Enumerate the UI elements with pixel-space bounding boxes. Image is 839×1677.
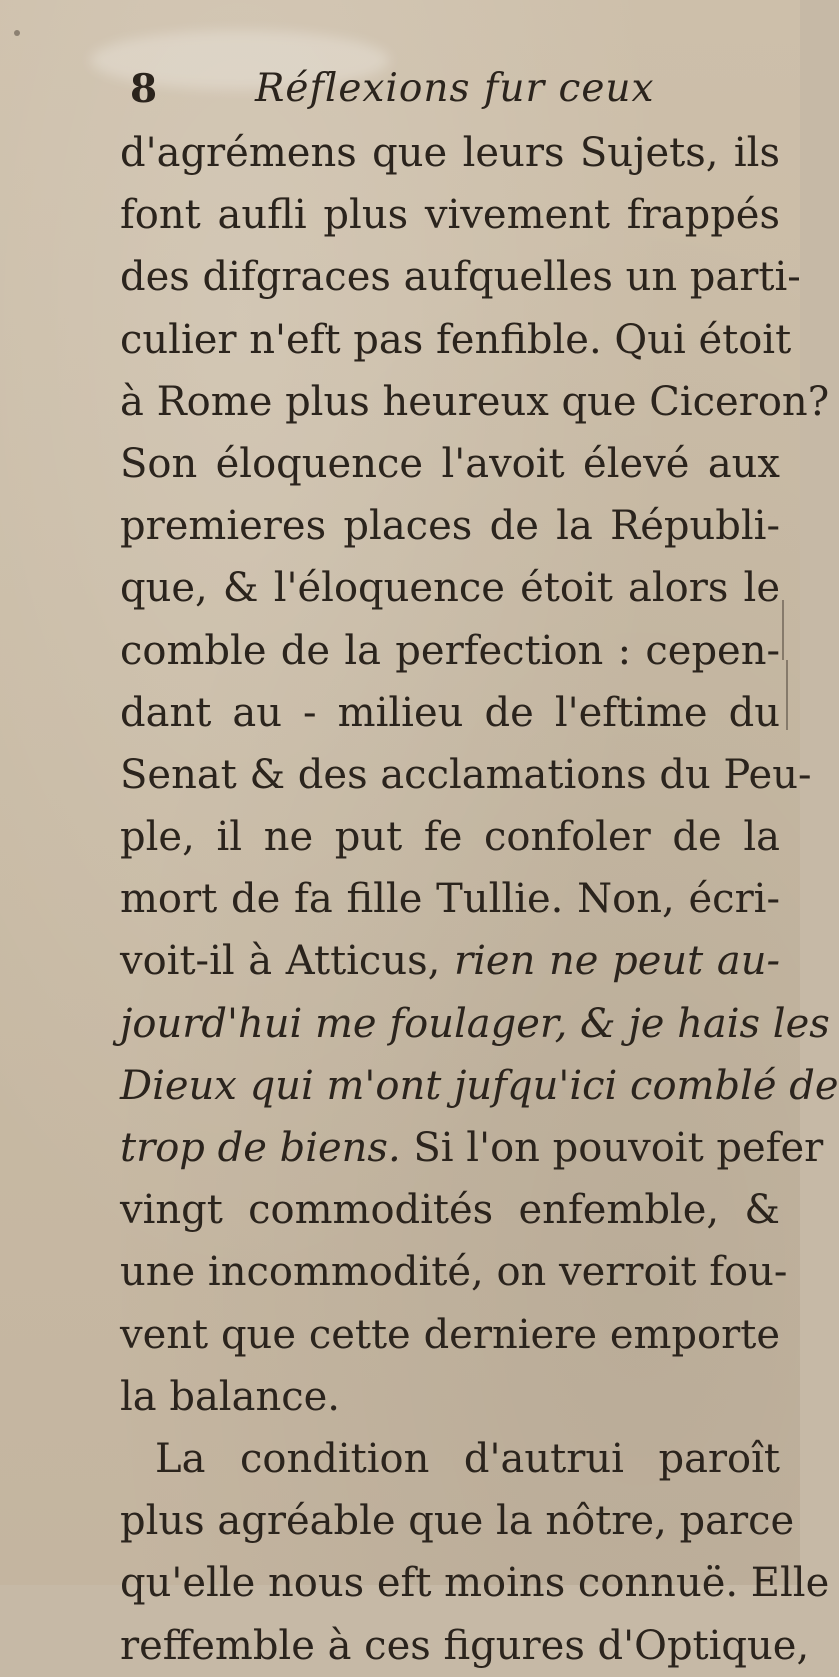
text-line: ple, il ne put fe confoler de la (120, 814, 780, 861)
text-line: une incommodité, on verroit fou- (120, 1249, 788, 1296)
text-line: culier n'eft pas fenfible. Qui étoit (120, 316, 792, 363)
text-line: jourd'hui me foulager, & je hais les (120, 1000, 830, 1047)
text-line: mort de fa fille Tullie. Non, écri- (120, 876, 780, 923)
text-line: dant au - milieu de l'eftime du (120, 689, 780, 736)
text-line: Dieux qui m'ont jufqu'ici comblé de (120, 1062, 839, 1109)
margin-mark (14, 30, 20, 36)
text-line: la balance. (120, 1373, 340, 1420)
page-header (130, 66, 690, 116)
text-line: Senat & des acclamations du Peu- (120, 751, 812, 798)
text-line: font aufli plus vivement frappés (120, 192, 780, 239)
text-line: reffemble à ces figures d'Optique, (120, 1622, 810, 1669)
text-line: vent que cette derniere emporte (120, 1311, 780, 1358)
text-line-roman: voit-il à Atticus, (120, 938, 441, 985)
margin-mark (786, 660, 788, 730)
running-title: Réflexions fur ceux (255, 66, 655, 111)
text-line: qu'elle nous eft moins connuë. Elle (120, 1560, 830, 1607)
text-line-roman: Si l'on pouvoit pefer (400, 1125, 824, 1171)
text-line (120, 1117, 824, 1179)
text-line: vingt commodités enfemble, & (120, 1187, 780, 1234)
text-line-italic: trop de biens. (120, 1125, 401, 1171)
text-line: comble de la perfection : cepen- (120, 627, 780, 674)
text-line: à Rome plus heureux que Ciceron? (120, 378, 830, 425)
text-line: La condition d'autrui paroît (155, 1435, 780, 1482)
body-text (120, 122, 839, 1677)
text-line (120, 930, 780, 992)
text-line: plus agréable que la nôtre, parce (120, 1498, 795, 1545)
text-line-italic: rien ne peut au- (440, 938, 780, 985)
page-number: 8 (130, 66, 159, 112)
text-line: que, & l'éloquence étoit alors le (120, 565, 780, 612)
margin-mark (782, 600, 784, 660)
text-line: des difgraces aufquelles un parti- (120, 254, 801, 301)
text-line: d'agrémens que leurs Sujets, ils (120, 130, 780, 176)
text-line: Son éloquence l'avoit élevé aux (120, 440, 780, 487)
text-line: premieres places de la Républi- (120, 503, 780, 550)
